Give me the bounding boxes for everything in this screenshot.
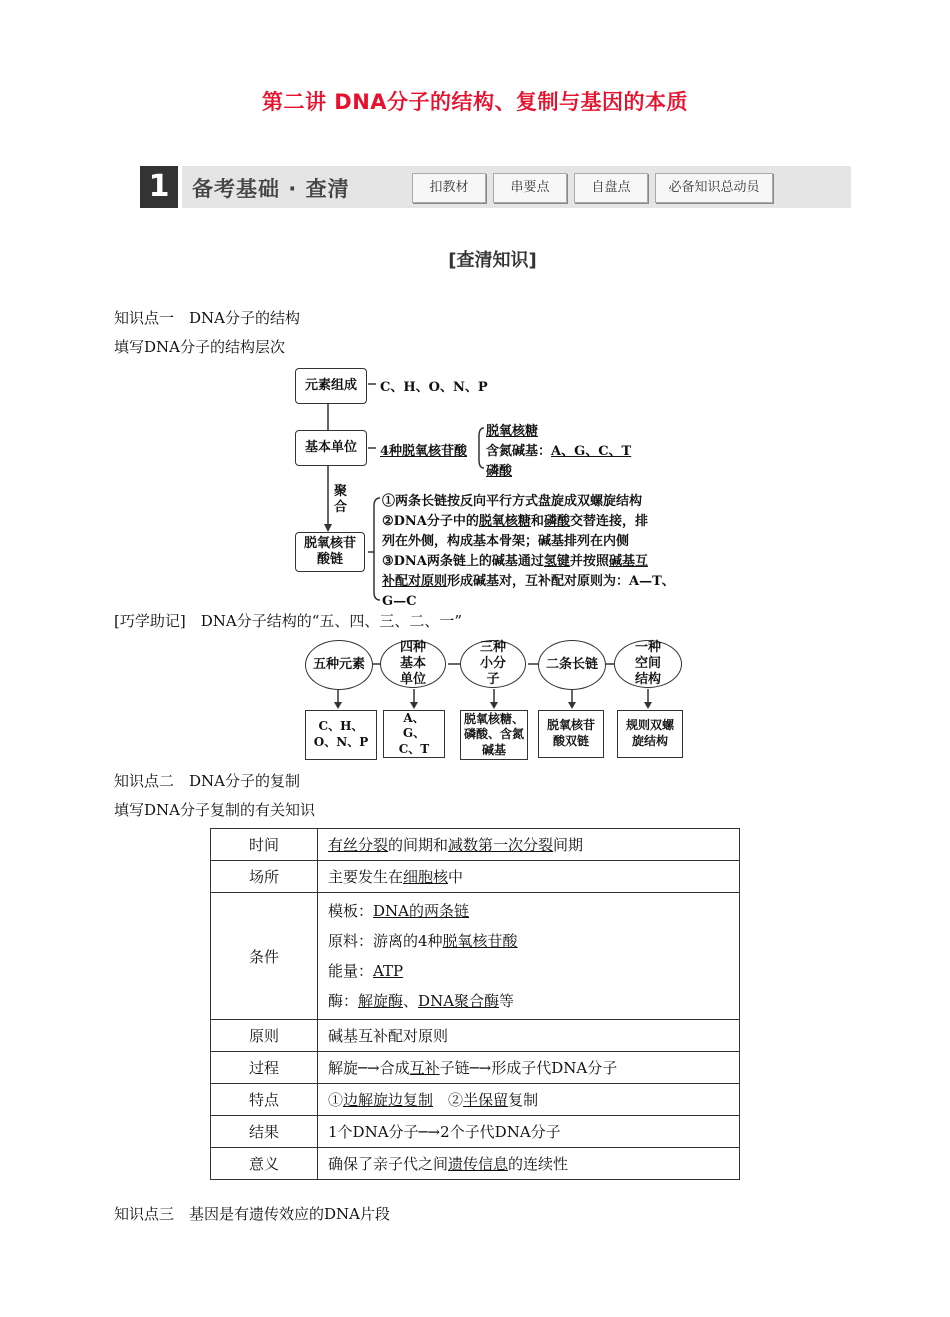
row-value-place [318, 861, 740, 893]
time-text-1: 的间期和 [388, 836, 449, 854]
feature-2-cont: 列在外侧，构成基本骨架；碱基排列在内侧 [382, 534, 630, 549]
feature-3 [382, 552, 675, 572]
process-text-2: 子链─→形成子代DNA分子 [439, 1059, 618, 1077]
box-elements: 元素组成 [295, 368, 367, 404]
mnemonic-bottom-2: A、G、C、T [383, 710, 445, 758]
process-complement: 互补 [409, 1059, 440, 1077]
feature-2-phosphate: 磷酸 [543, 514, 570, 529]
feature-2-tail: 交替连接，排 [569, 514, 648, 529]
tab-key-points[interactable]: 串要点 [493, 173, 567, 203]
feature-3-hbond: 氢键 [543, 554, 570, 569]
time-meiosis: 减数第一次分裂 [448, 836, 554, 854]
cond-enzyme-sep: 、 [403, 992, 419, 1010]
feature-3-and: 并按照 [569, 554, 609, 569]
row-value-time [318, 829, 740, 861]
tab-textbook[interactable]: 扣教材 [412, 173, 486, 203]
table-row [211, 1084, 740, 1116]
feature-1: ①两条长链按反向平行方式盘旋成双螺旋结构 [382, 494, 643, 509]
cond-energy [328, 956, 729, 986]
mnemonic-bottom-5: 规则双螺旋结构 [617, 710, 683, 758]
feature-copy: 复制 [508, 1091, 539, 1109]
k1-heading: 知识点一 DNA分子的结构 [114, 309, 300, 327]
arrow-label: 聚合 [334, 484, 348, 515]
mnemonic-bottom-1: C、H、O、N、P [305, 710, 377, 760]
cond-enzyme-helicase: 解旋酶 [358, 992, 404, 1010]
meaning-text-2: 的连续性 [508, 1155, 569, 1173]
section-title: 备考基础 · 查清 [192, 177, 350, 201]
meaning-genetic-info: 遗传信息 [448, 1155, 509, 1173]
process-text-1: 解旋─→合成 [328, 1059, 410, 1077]
row-value-result: 1个DNA分子─→2个子代DNA分子 [318, 1116, 740, 1148]
feature-3-end: G—C [382, 594, 417, 609]
row-key-result: 结果 [211, 1116, 318, 1148]
unit-base-label: 含氮碱基： [486, 444, 552, 459]
cond-template [328, 896, 729, 926]
mnemonic-heading: [巧学助记] DNA分子结构的“五、四、三、二、一” [114, 612, 463, 630]
cond-material-value: 脱氧核苷酸 [442, 932, 518, 950]
cond-energy-label: 能量： [328, 962, 374, 980]
place-text-2: 中 [448, 868, 464, 886]
unit-base-value: A、G、C、T [551, 444, 632, 459]
unit-sugar: 脱氧核糖 [486, 424, 539, 439]
row-value-principle: 碱基互补配对原则 [318, 1020, 740, 1052]
box-chain: 脱氧核苷酸链 [295, 532, 365, 572]
knowledge-subheading: [查清知识] [448, 250, 537, 271]
cond-material [328, 926, 729, 956]
row-value-features [318, 1084, 740, 1116]
meaning-text-1: 确保了亲子代之间 [328, 1155, 449, 1173]
unit-base [486, 440, 631, 459]
feature-3-rule-a: 碱基互 [608, 554, 648, 569]
replication-table [210, 828, 740, 1180]
cond-energy-value: ATP [373, 962, 404, 980]
feature-3-cont [382, 572, 675, 592]
mnemonic-bottom-4: 脱氧核苷酸双链 [538, 710, 604, 758]
table-row [211, 1052, 740, 1084]
page-title: 第二讲 DNA分子的结构、复制与基因的本质 [261, 90, 689, 114]
row-key-process: 过程 [211, 1052, 318, 1084]
table-row [211, 893, 740, 1020]
mnemonic-diagram [300, 638, 710, 764]
row-key-conditions: 条件 [211, 893, 318, 1020]
unit-name: 4种脱氧核苷酸 [380, 444, 468, 459]
row-key-principle: 原则 [211, 1020, 318, 1052]
cond-enzyme [328, 986, 729, 1016]
feature-3-text: ③DNA两条链上的碱基通过 [382, 554, 544, 569]
table-row [211, 861, 740, 893]
mnemonic-top-4: 二条长链 [538, 640, 606, 690]
time-text-2: 间期 [553, 836, 584, 854]
k1-subheading: 填写DNA分子的结构层次 [114, 338, 285, 356]
section-banner [140, 166, 851, 208]
cond-enzyme-polymerase: DNA聚合酶 [418, 992, 500, 1010]
cond-enzyme-label: 酶： [328, 992, 359, 1010]
cond-template-value: DNA的两条链 [373, 902, 469, 920]
row-key-meaning: 意义 [211, 1148, 318, 1180]
k2-subheading: 填写DNA分子复制的有关知识 [114, 801, 315, 819]
cond-template-label: 模板： [328, 902, 374, 920]
feature-2-and: 和 [530, 514, 544, 529]
chain-features [382, 492, 675, 612]
k3-heading: 知识点三 基因是有遗传效应的DNA片段 [114, 1205, 390, 1223]
row-value-process [318, 1052, 740, 1084]
section-number: 1 [140, 166, 182, 208]
tab-self-check[interactable]: 自盘点 [574, 173, 648, 203]
feature-2-text: ②DNA分子中的 [382, 514, 479, 529]
box-basic-unit: 基本单位 [295, 430, 367, 466]
feature-2 [382, 512, 675, 532]
feature-num-2: ② [433, 1091, 464, 1109]
table-row [211, 1020, 740, 1052]
k2-heading: 知识点二 DNA分子的复制 [114, 772, 300, 790]
mnemonic-top-2: 四种基本单位 [380, 640, 446, 688]
table-row [211, 829, 740, 861]
tab-essential-knowledge[interactable]: 必备知识总动员 [655, 173, 773, 203]
feature-unwind: 边解旋边复制 [343, 1091, 434, 1109]
row-key-place: 场所 [211, 861, 318, 893]
row-value-meaning [318, 1148, 740, 1180]
feature-num-1: ① [328, 1091, 344, 1109]
feature-3-rule-b: 补配对原则 [382, 574, 448, 589]
mnemonic-top-5: 一种空间结构 [614, 640, 682, 688]
mnemonic-top-1: 五种元素 [305, 640, 373, 690]
place-text-1: 主要发生在 [328, 868, 404, 886]
table-row [211, 1148, 740, 1180]
row-key-features: 特点 [211, 1084, 318, 1116]
time-mitosis: 有丝分裂 [328, 836, 389, 854]
dna-structure-diagram [290, 366, 690, 609]
feature-semiconservative: 半保留 [463, 1091, 509, 1109]
feature-2-sugar: 脱氧核糖 [478, 514, 531, 529]
place-nucleus: 细胞核 [403, 868, 449, 886]
row-value-conditions [318, 893, 740, 1020]
elements-text: C、H、O、N、P [380, 380, 488, 395]
cond-enzyme-etc: 等 [499, 992, 515, 1010]
feature-3-pairs: 形成碱基对，互补配对原则为：A—T、 [447, 574, 675, 589]
mnemonic-top-3: 三种小分子 [460, 640, 526, 688]
mnemonic-bottom-3: 脱氧核糖、磷酸、含氮碱基 [460, 710, 528, 760]
unit-phosphate: 磷酸 [486, 464, 513, 479]
table-row [211, 1116, 740, 1148]
cond-material-label: 原料：游离的4种 [328, 932, 443, 950]
row-key-time: 时间 [211, 829, 318, 861]
